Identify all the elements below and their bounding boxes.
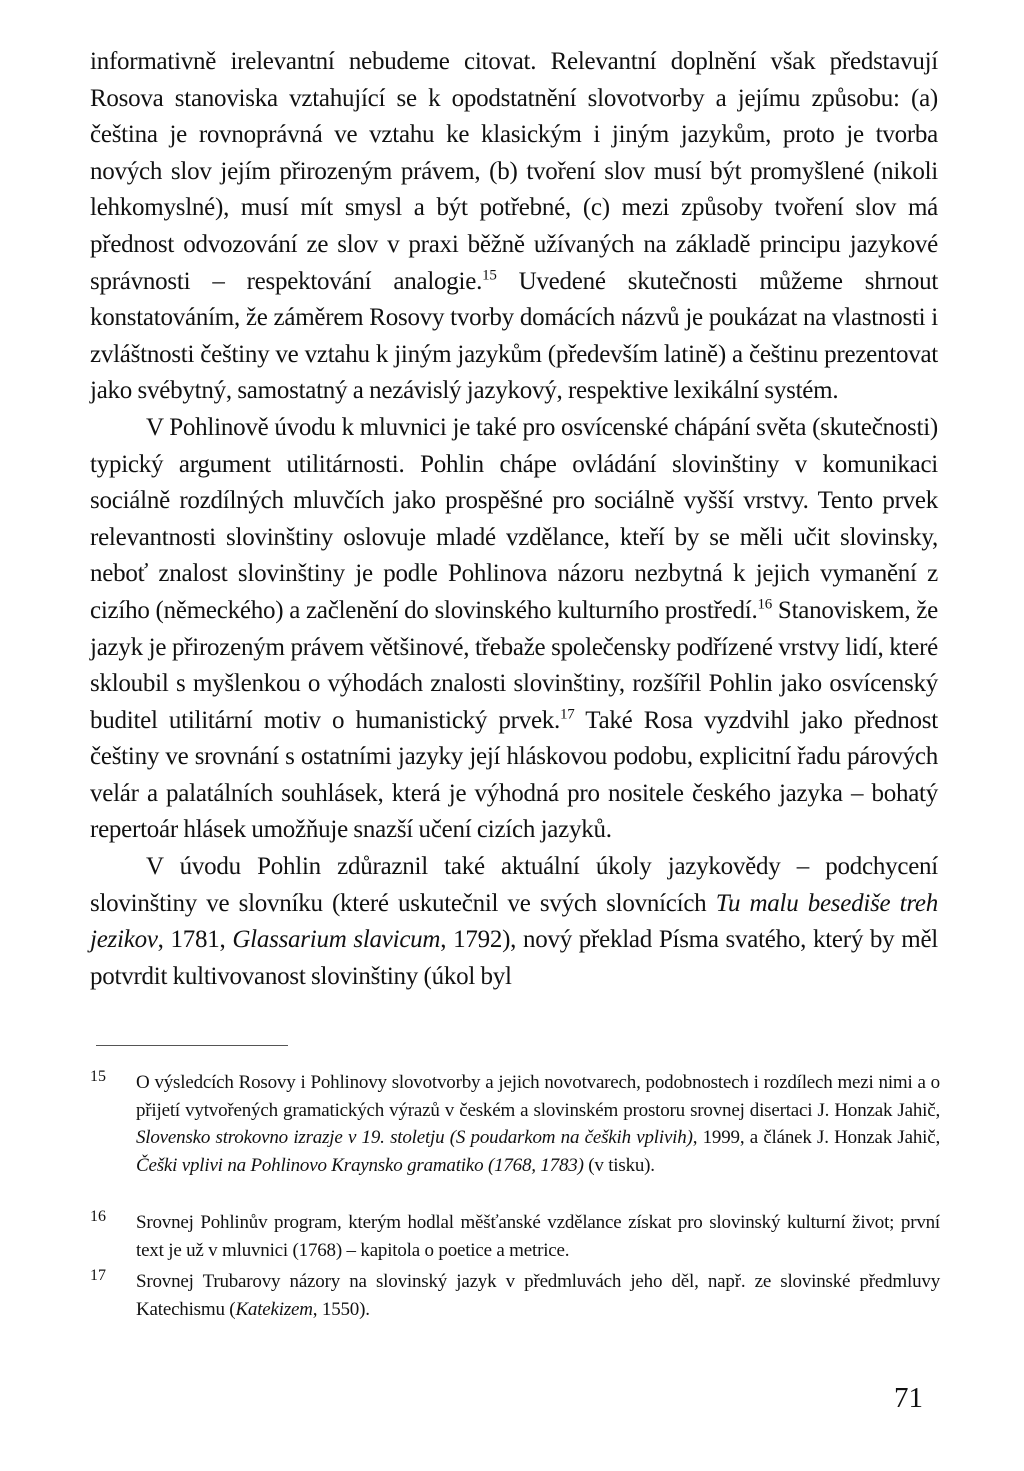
footnote-17 <box>90 1268 940 1323</box>
paragraph-3 <box>90 849 938 995</box>
footnote-17-text <box>136 1268 940 1323</box>
footnote-17-text-a: Srovnej Trubarovy názory na slovinský jazyk v předmluvách jeho děl, např. ze slovinské předmluvy Katechismu ( <box>136 1271 940 1320</box>
paragraph-2-text-b: Stanoviskem, že jazyk je přirozeným právem většinové, třebaže společensky podřízené vrstvy lidí, které skloubil s myšlenkou o výhodách znalosti slovinštiny, rozšířil Pohlin jako osvícenský buditel utilitární motiv o humanistický prvek. <box>90 596 938 734</box>
footnote-16-number: 16 <box>90 1208 106 1225</box>
footnote-ref-17[interactable]: 17 <box>560 706 575 723</box>
paragraph-2 <box>90 410 938 849</box>
footnote-15-text-c: (v tisku). <box>583 1154 655 1176</box>
paragraph-3-text-b: , 1781, <box>157 926 233 954</box>
footnote-17-text-b: , 1550). <box>312 1298 370 1320</box>
footnote-ref-16[interactable]: 16 <box>757 596 772 613</box>
footnote-ref-15[interactable]: 15 <box>482 267 497 284</box>
footnote-15-number: 15 <box>90 1068 106 1085</box>
footnote-15-text-a: O výsledcích Rosovy i Pohlinovy slovotvorby a jejich novotvarech, podobnostech i rozdílech mezi nimi a o přijetí vytvořených gramatických výrazů v českém a slovinském prostoru srovnej disertaci J. Honzak Jahič, <box>136 1072 940 1121</box>
paragraph-3-text-a: V úvodu Pohlin zdůraznil také aktuální úkoly jazykovědy – podchycení slovinštiny ve slovníku (které uskutečnil ve svých slovnících <box>90 853 938 917</box>
footnote-15-title-2: Češki vplivi na Pohlinovo Kraynsko gramatiko (1768, 1783) <box>136 1154 584 1176</box>
paragraph-2-text-c: Také Rosa vyzdvihl jako přednost češtiny ve srovnání s ostatními jazyky její hláskovou podobu, explicitní řadu párových velár a palatálních souhlásek, která je výhodná pro nositele českého jazyka – bohatý repertoár hlásek umožňuje snazší učení cizích jazyků. <box>90 706 938 844</box>
footnote-15-text-b: , 1999, a článek J. Honzak Jahič, <box>692 1127 941 1149</box>
paragraph-1 <box>90 44 938 410</box>
page-number: 71 <box>894 1382 923 1414</box>
footnote-15 <box>90 1069 940 1179</box>
paragraph-1-text-a: informativně irelevantní nebudeme citovat. Relevantní doplnění však představují Rosova stanoviska vztahující se k opodstatnění slovotvorby a jejímu způsobu: (a) čeština je rovnoprávná ve vztahu ke klasickým i jiným jazykům, proto je tvorba nových slov jejím přirozeným právem, (b) tvoření slov musí být promyšlené (nikoli lehkomyslné), musí mít smysl a být potřebné, (c) mezi způsoby tvoření slov má přednost odvozování ze slov v praxi běžně užívaných na základě principu jazykové správnosti – respektování analogie. <box>90 48 938 295</box>
footnote-15-text <box>136 1069 940 1179</box>
footnote-16 <box>90 1209 940 1264</box>
footnote-separator <box>96 1045 288 1046</box>
paragraph-2-text-a: V Pohlinově úvodu k mluvnici je také pro osvícenské chápání světa (skutečnosti) typický argument utilitárnosti. Pohlin chápe ovládání slovinštiny v komunikaci sociálně rozdílných mluvčích jako prospěšné pro sociálně vyšší vrstvy. Tento prvek relevantnosti slovinštiny oslovuje mladé vzdělance, kteří by se měli učit slovinsky, neboť znalost slovinštiny je podle Pohlinova názoru nezbytná k jejich vymanění z cizího (německého) a začlenění do slovinského kulturního prostředí. <box>90 413 938 624</box>
book-title-tu-malu: Tu malu besediše treh jezikov <box>90 889 938 954</box>
footnote-17-title: Katekizem <box>235 1298 313 1320</box>
main-text <box>90 44 938 995</box>
footnote-16-text: Srovnej Pohlinův program, kterým hodlal měšťanské vzdělance získat pro slovinský kulturní život; první text je už v mluvnici (1768) – kapitola o poetice a metrice. <box>136 1212 940 1261</box>
paragraph-3-text-c: , 1792), nový překlad Písma svatého, který by měl potvrdit kultivovanost slovinštiny (úkol byl <box>90 926 939 990</box>
book-title-glassarium: Glassarium slavicum <box>232 926 441 954</box>
footnote-17-number: 17 <box>90 1267 106 1284</box>
footnote-15-title-1: Slovensko strokovno izrazje v 19. stoletju (S poudarkom na čeških vplivih) <box>136 1127 693 1149</box>
paragraph-1-text-b: Uvedené skutečnosti můžeme shrnout konstatováním, že záměrem Rosovy tvorby domácích názvů je poukázat na vlastnosti i zvláštnosti češtiny ve vztahu k jiným jazykům (především latině) a češtinu prezentovat jako svébytný, samostatný a nezávislý jazykový, respektive lexikální systém. <box>90 267 939 405</box>
